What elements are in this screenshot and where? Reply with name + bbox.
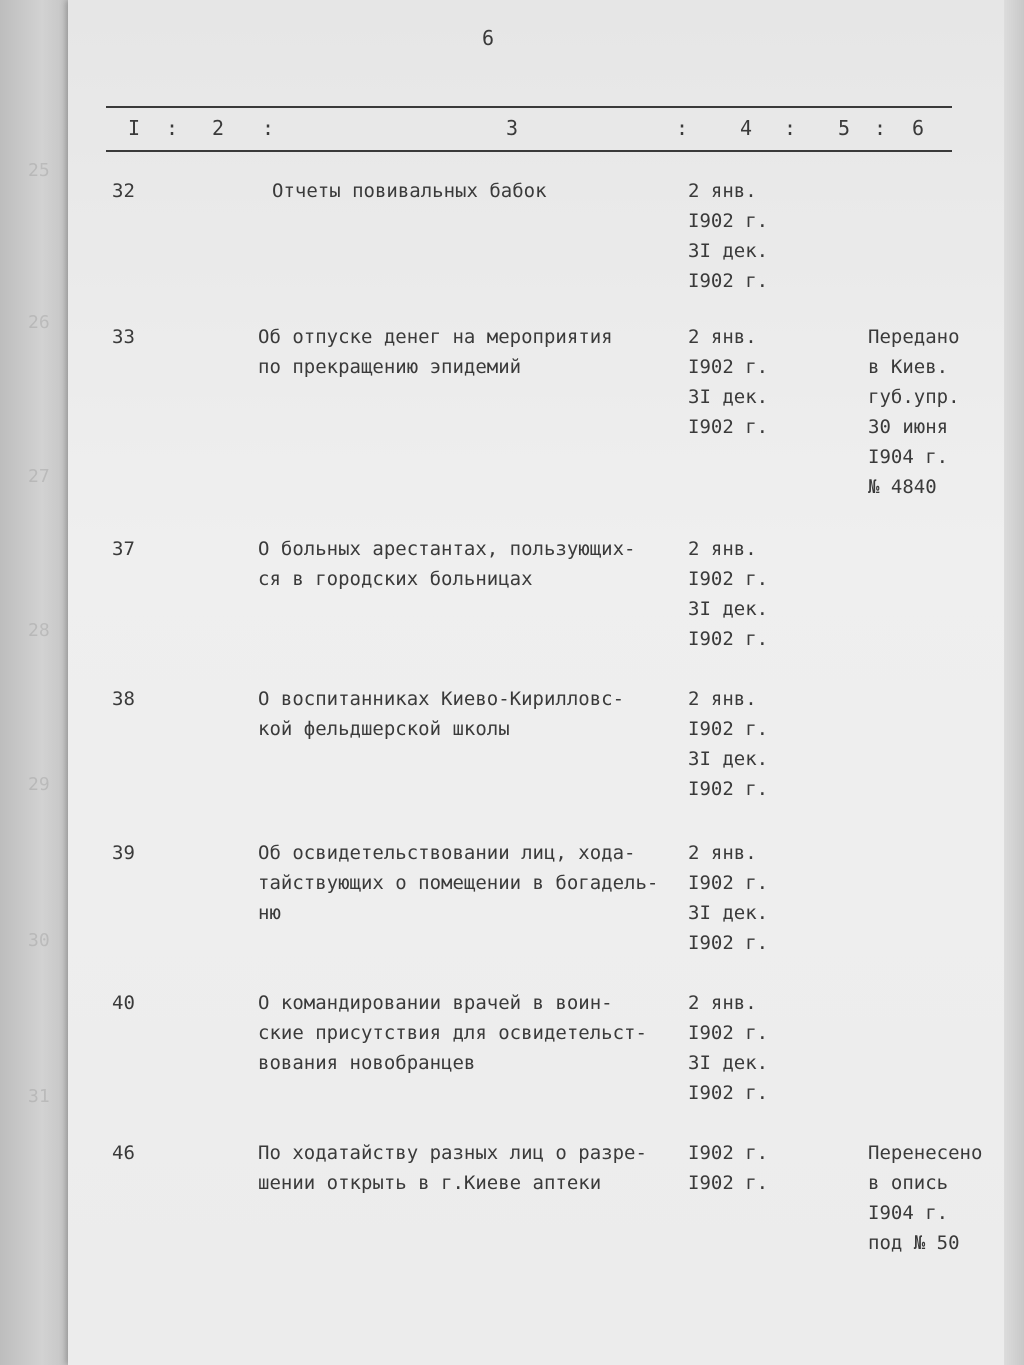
margin-mark: 28: [28, 620, 50, 641]
row-note: Передано в Киев. губ.упр. 30 июня I904 г. № 4840: [868, 326, 960, 498]
date-line: I902 г.: [688, 1142, 769, 1164]
header-col-1: I: [128, 116, 141, 140]
date-line: 3I дек.: [688, 748, 769, 770]
header-col-4: 4: [740, 116, 753, 140]
date-line: I902 г.: [688, 356, 769, 378]
row-number: 40: [112, 992, 135, 1014]
margin-mark: 26: [28, 312, 50, 333]
row-title: Об отпуске денег на мероприятия по прекращению эпидемий: [258, 326, 613, 378]
row-number: 33: [112, 326, 135, 348]
date-line: 3I дек.: [688, 240, 769, 262]
date-line: 2 янв.: [688, 992, 757, 1014]
row-title: Отчеты повивальных бабок: [272, 180, 547, 202]
date-line: 3I дек.: [688, 386, 769, 408]
margin-mark: 29: [28, 774, 50, 795]
date-line: I902 г.: [688, 1022, 769, 1044]
date-line: I902 г.: [688, 270, 769, 292]
header-separator: :: [166, 116, 179, 140]
date-line: I902 г.: [688, 568, 769, 590]
header-separator: :: [262, 116, 275, 140]
row-dates: [688, 684, 798, 804]
date-line: I902 г.: [688, 628, 769, 650]
row-dates: [688, 988, 798, 1108]
date-line: 3I дек.: [688, 598, 769, 620]
row-note: Перенесено в опись I904 г. под № 50: [868, 1142, 983, 1254]
date-line: I902 г.: [688, 1082, 769, 1104]
header-col-6: 6: [912, 116, 925, 140]
header-top-rule: [106, 106, 952, 108]
header-bottom-rule: [106, 150, 952, 152]
margin-mark: 30: [28, 930, 50, 951]
row-number: 46: [112, 1142, 135, 1164]
date-line: 3I дек.: [688, 1052, 769, 1074]
page-number: 6: [482, 26, 495, 50]
date-line: 2 янв.: [688, 180, 757, 202]
date-line: I902 г.: [688, 416, 769, 438]
date-line: I902 г.: [688, 778, 769, 800]
previous-page-edge: [0, 0, 70, 1365]
date-line: 3I дек.: [688, 902, 769, 924]
row-dates: [688, 838, 798, 958]
header-separator: :: [676, 116, 689, 140]
row-title: Об освидетельствовании лиц, хода- тайствующих о помещении в богадель- ню: [258, 842, 659, 924]
row-dates: [688, 1138, 798, 1198]
row-number: 39: [112, 842, 135, 864]
date-line: 2 янв.: [688, 842, 757, 864]
date-line: I902 г.: [688, 1172, 769, 1194]
row-title: По ходатайству разных лиц о разре- шении открыть в г.Киеве аптеки: [258, 1142, 647, 1194]
date-line: 2 янв.: [688, 538, 757, 560]
row-title: О воспитанниках Киево-Кирилловс- кой фельдшерской школы: [258, 688, 625, 740]
margin-mark: 31: [28, 1086, 50, 1107]
header-separator: :: [874, 116, 887, 140]
header-col-2: 2: [212, 116, 225, 140]
row-dates: [688, 176, 798, 296]
row-dates: [688, 322, 798, 442]
row-title: О командировании врачей в воин- ские присутствия для освидетельст- вования новобранцев: [258, 992, 647, 1074]
date-line: I902 г.: [688, 718, 769, 740]
header-col-3: 3: [506, 116, 519, 140]
header-separator: :: [784, 116, 797, 140]
margin-mark: 27: [28, 466, 50, 487]
date-line: 2 янв.: [688, 688, 757, 710]
date-line: I902 г.: [688, 932, 769, 954]
margin-mark: 25: [28, 160, 50, 181]
date-line: I902 г.: [688, 210, 769, 232]
date-line: 2 янв.: [688, 326, 757, 348]
date-line: I902 г.: [688, 872, 769, 894]
row-number: 32: [112, 180, 135, 202]
header-col-5: 5: [838, 116, 851, 140]
row-number: 37: [112, 538, 135, 560]
row-number: 38: [112, 688, 135, 710]
row-dates: [688, 534, 798, 654]
row-title: О больных арестантах, пользующих- ся в городских больницах: [258, 538, 636, 590]
